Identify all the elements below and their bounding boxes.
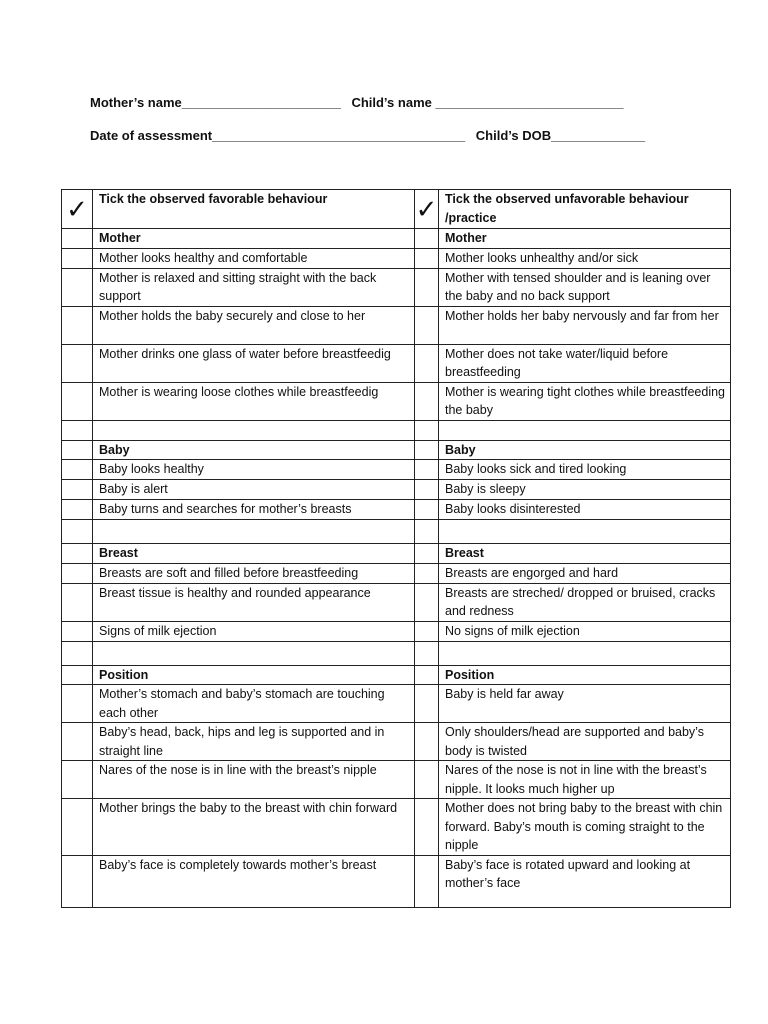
table-row [62,306,731,344]
tick-box-favorable[interactable] [62,500,93,520]
favorable-behaviour-cell: Baby turns and searches for mother’s breasts [93,500,415,520]
unfavorable-behaviour-cell: Baby is sleepy [439,480,731,500]
behaviour-checklist-table [61,189,731,908]
tick-box-favorable[interactable] [62,480,93,500]
section-name-favorable: Breast [93,544,415,564]
tick-box-unfavorable[interactable] [415,563,439,583]
favorable-behaviour-cell: Baby’s head, back, hips and leg is supported and in straight line [93,723,415,761]
tick-box-unfavorable[interactable] [415,665,439,685]
section-name-unfavorable: Mother [439,229,731,249]
tick-box-unfavorable[interactable] [415,382,439,420]
favorable-behaviour-cell: Mother’s stomach and baby’s stomach are touching each other [93,685,415,723]
tick-box-unfavorable[interactable] [415,440,439,460]
favorable-behaviour-cell: Baby looks healthy [93,460,415,480]
header-line-2 [90,126,645,159]
tick-box-unfavorable[interactable] [415,344,439,382]
tick-column-header-favorable: ✓ [62,190,93,229]
empty-cell [439,641,731,665]
table-row [62,268,731,306]
tick-box-favorable[interactable] [62,799,93,856]
unfavorable-behaviour-cell: Mother does not bring baby to the breast with chin forward. Baby’s mouth is coming straight to the nipple [439,799,731,856]
tick-box-unfavorable[interactable] [415,621,439,641]
unfavorable-behaviour-cell: Mother is wearing tight clothes while breastfeeding the baby [439,382,731,420]
unfavorable-behaviour-cell: No signs of milk ejection [439,621,731,641]
tick-box-unfavorable[interactable] [415,761,439,799]
blank-row [62,520,731,544]
tick-box-unfavorable[interactable] [415,723,439,761]
favorable-behaviour-cell: Mother holds the baby securely and close to her [93,306,415,344]
tick-box-unfavorable[interactable] [415,268,439,306]
table-row [62,685,731,723]
section-name-unfavorable: Breast [439,544,731,564]
tick-box-unfavorable[interactable] [415,460,439,480]
table-row [62,344,731,382]
tick-box-favorable[interactable] [62,761,93,799]
tick-box-favorable[interactable] [62,723,93,761]
unfavorable-column-header: Tick the observed unfavorable behaviour /practice [439,190,731,229]
table-row [62,382,731,420]
tick-box-favorable[interactable] [62,583,93,621]
section-name-unfavorable: Baby [439,440,731,460]
favorable-behaviour-cell: Mother is wearing loose clothes while breastfeedig [93,382,415,420]
tick-box-favorable[interactable] [62,460,93,480]
favorable-behaviour-cell: Nares of the nose is in line with the breast’s nipple [93,761,415,799]
tick-box-favorable[interactable] [62,248,93,268]
section-header-row [62,665,731,685]
tick-box-unfavorable[interactable] [415,480,439,500]
section-header-row [62,229,731,249]
table-row [62,761,731,799]
tick-box-favorable[interactable] [62,563,93,583]
table-row [62,799,731,856]
empty-cell [439,520,731,544]
table-row [62,855,731,907]
tick-box-unfavorable[interactable] [415,248,439,268]
table-header-row [62,190,731,229]
favorable-column-header: Tick the observed favorable behaviour [93,190,415,229]
childs-dob-field[interactable]: Child’s DOB_____________ [475,128,646,143]
mothers-name-field[interactable]: Mother’s name______________________ [90,95,341,110]
table-row [62,248,731,268]
empty-cell [93,641,415,665]
tick-box-unfavorable[interactable] [415,229,439,249]
favorable-behaviour-cell: Baby is alert [93,480,415,500]
table-row [62,460,731,480]
unfavorable-behaviour-cell: Nares of the nose is not in line with the breast’s nipple. It looks much higher up [439,761,731,799]
favorable-behaviour-cell: Mother is relaxed and sitting straight with the back support [93,268,415,306]
tick-box-favorable[interactable] [62,855,93,907]
table-row [62,500,731,520]
tick-box-unfavorable[interactable] [415,420,439,440]
tick-box-favorable[interactable] [62,544,93,564]
tick-box-unfavorable[interactable] [415,306,439,344]
tick-box-unfavorable[interactable] [415,685,439,723]
tick-box-favorable[interactable] [62,306,93,344]
tick-box-favorable[interactable] [62,268,93,306]
tick-column-header-unfavorable: ✓ [415,190,439,229]
favorable-behaviour-cell: Mother brings the baby to the breast with chin forward [93,799,415,856]
unfavorable-behaviour-cell: Baby looks disinterested [439,500,731,520]
tick-box-unfavorable[interactable] [415,799,439,856]
favorable-behaviour-cell: Signs of milk ejection [93,621,415,641]
empty-cell [439,420,731,440]
favorable-behaviour-cell: Mother looks healthy and comfortable [93,248,415,268]
favorable-behaviour-cell: Breast tissue is healthy and rounded appearance [93,583,415,621]
table-row [62,621,731,641]
tick-box-favorable[interactable] [62,685,93,723]
section-name-favorable: Position [93,665,415,685]
tick-box-unfavorable[interactable] [415,520,439,544]
tick-box-favorable[interactable] [62,420,93,440]
unfavorable-behaviour-cell: Only shoulders/head are supported and baby’s body is twisted [439,723,731,761]
table-row [62,480,731,500]
unfavorable-behaviour-cell: Mother looks unhealthy and/or sick [439,248,731,268]
tick-box-favorable[interactable] [62,621,93,641]
tick-box-unfavorable[interactable] [415,500,439,520]
unfavorable-behaviour-cell: Breasts are engorged and hard [439,563,731,583]
assessment-header [90,93,645,159]
tick-box-favorable[interactable] [62,344,93,382]
tick-box-favorable[interactable] [62,229,93,249]
header-line-1 [90,93,645,126]
unfavorable-behaviour-cell: Baby is held far away [439,685,731,723]
tick-box-favorable[interactable] [62,641,93,665]
favorable-behaviour-cell: Breasts are soft and filled before breastfeeding [93,563,415,583]
tick-box-favorable[interactable] [62,440,93,460]
section-header-row [62,440,731,460]
tick-box-unfavorable[interactable] [415,855,439,907]
childs-name-field[interactable]: Child’s name __________________________ [351,95,624,110]
unfavorable-behaviour-cell: Mother holds her baby nervously and far from her [439,306,731,344]
section-header-row [62,544,731,564]
table-row [62,583,731,621]
empty-cell [93,420,415,440]
section-name-unfavorable: Position [439,665,731,685]
unfavorable-behaviour-cell: Baby looks sick and tired looking [439,460,731,480]
empty-cell [93,520,415,544]
tick-box-favorable[interactable] [62,520,93,544]
unfavorable-behaviour-cell: Mother does not take water/liquid before breastfeeding [439,344,731,382]
unfavorable-behaviour-cell: Breasts are streched/ dropped or bruised, cracks and redness [439,583,731,621]
unfavorable-behaviour-cell: Baby’s face is rotated upward and looking at mother’s face [439,855,731,907]
blank-row [62,420,731,440]
section-name-favorable: Baby [93,440,415,460]
date-of-assessment-field[interactable]: Date of assessment___________________________________ [90,128,466,143]
tick-box-unfavorable[interactable] [415,544,439,564]
blank-row [62,641,731,665]
tick-box-unfavorable[interactable] [415,583,439,621]
table-row [62,563,731,583]
section-name-favorable: Mother [93,229,415,249]
tick-box-favorable[interactable] [62,665,93,685]
tick-box-favorable[interactable] [62,382,93,420]
unfavorable-behaviour-cell: Mother with tensed shoulder and is leaning over the baby and no back support [439,268,731,306]
tick-box-unfavorable[interactable] [415,641,439,665]
favorable-behaviour-cell: Baby’s face is completely towards mother’s breast [93,855,415,907]
favorable-behaviour-cell: Mother drinks one glass of water before breastfeedig [93,344,415,382]
table-row [62,723,731,761]
